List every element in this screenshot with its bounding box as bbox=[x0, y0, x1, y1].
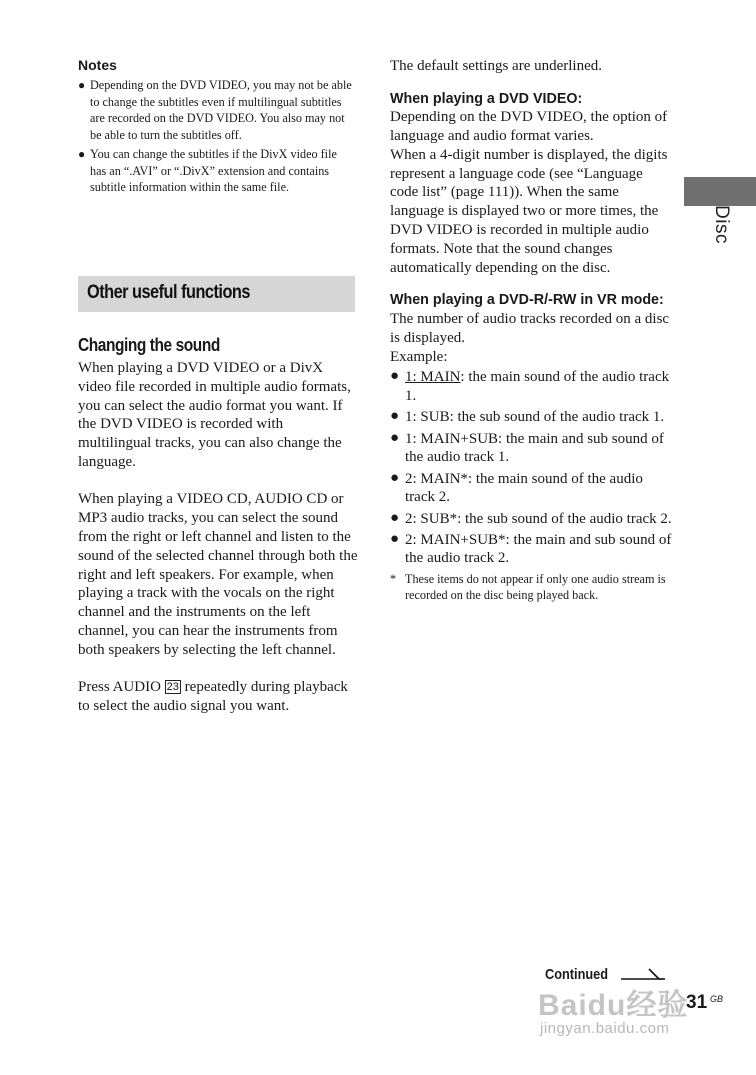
example-label: Example: bbox=[390, 348, 448, 365]
button-number-badge: 23 bbox=[166, 681, 179, 694]
audio-track-list bbox=[390, 368, 672, 568]
list-item: ● 1: MAIN: the main sound of the audio track 1. bbox=[390, 368, 670, 405]
intro-text: The default settings are underlined. bbox=[390, 58, 603, 74]
paragraph: When a 4-digit number is displayed, the digits represent a language code (see “Language code list” (page 111)). When the same language is displayed two or more times, the DVD VIDEO is recorded in multiple audio formats. Note that the sound changes automatically depending on the disc. bbox=[390, 146, 668, 276]
notes-item: ● Depending on the DVD VIDEO, you may not be able to change the subtitles even if multilingual subtitles are recorded on the DVD VIDEO. You also may not be able to turn the subtitles off. bbox=[78, 78, 352, 142]
section-banner bbox=[78, 276, 355, 312]
bullet-icon: ● bbox=[390, 429, 400, 446]
watermark-url: jingyan.baidu.com bbox=[540, 1020, 670, 1037]
right-column bbox=[390, 57, 672, 604]
paragraph: When playing a DVD VIDEO or a DivX video file recorded in multiple audio formats, you can select the audio format you want. If the DVD VIDEO is recorded with multilingual tracks, you can also change the language. bbox=[78, 360, 351, 470]
list-item: ● 2: SUB*: the sub sound of the audio track 2. bbox=[390, 509, 672, 527]
footnote: * These items do not appear if only one audio stream is recorded on the disc being played back. bbox=[390, 571, 666, 603]
bullet-icon: ● bbox=[390, 509, 400, 526]
list-item: ● 2: MAIN*: the main sound of the audio track 2. bbox=[390, 469, 643, 506]
left-body bbox=[78, 359, 360, 734]
page-suffix: GB bbox=[710, 994, 724, 1004]
section-title: Other useful functions bbox=[87, 282, 250, 303]
list-item: ● 2: MAIN+SUB*: the main and sub sound of the audio track 2. bbox=[390, 530, 672, 567]
bullet-icon: ● bbox=[78, 147, 86, 161]
dvd-heading: When playing a DVD VIDEO: bbox=[390, 90, 583, 107]
paragraph: Press AUDIO 23 repeatedly during playback to select the audio signal you want. bbox=[78, 679, 348, 714]
subheading: Changing the sound bbox=[78, 335, 220, 355]
page-number: 31 bbox=[686, 992, 708, 1013]
bullet-icon: ● bbox=[78, 78, 86, 92]
bullet-icon: ● bbox=[390, 368, 400, 385]
bullet-icon: ● bbox=[390, 408, 400, 425]
continued-label: Continued bbox=[545, 966, 609, 983]
notes-item: ● You can change the subtitles if the DivX video file has an “.AVI” or “.DivX” extension and contains subtitle information within the same file. bbox=[78, 147, 337, 194]
vr-heading: When playing a DVD-R/-RW in VR mode: bbox=[390, 292, 664, 309]
bullet-icon: ● bbox=[390, 530, 400, 547]
list-item: ● 1: SUB: the sub sound of the audio track 1. bbox=[390, 408, 665, 426]
side-tab bbox=[684, 177, 756, 206]
paragraph: When playing a VIDEO CD, AUDIO CD or MP3 audio tracks, you can select the sound from the right or left channel and listen to the sound of the selected channel through both the right and left speakers. For example, when playing a track with the vocals on the right channel and the instruments on the left channel, you can hear the instruments from both speakers by selecting the left channel. bbox=[78, 491, 358, 658]
notes-block bbox=[78, 57, 356, 199]
notes-list bbox=[78, 77, 356, 196]
continued-arrow-icon bbox=[619, 965, 667, 983]
bullet-icon: ● bbox=[390, 469, 400, 486]
paragraph: The number of audio tracks recorded on a disc is displayed. bbox=[390, 310, 670, 346]
paragraph: Depending on the DVD VIDEO, the option of language and audio format varies. bbox=[390, 109, 668, 145]
notes-heading: Notes bbox=[78, 57, 117, 73]
list-item: ● 1: MAIN+SUB: the main and sub sound of the audio track 1. bbox=[390, 429, 664, 466]
watermark-logo: Baidu经验 bbox=[538, 989, 689, 1022]
side-tab-label: Disc bbox=[711, 205, 732, 244]
